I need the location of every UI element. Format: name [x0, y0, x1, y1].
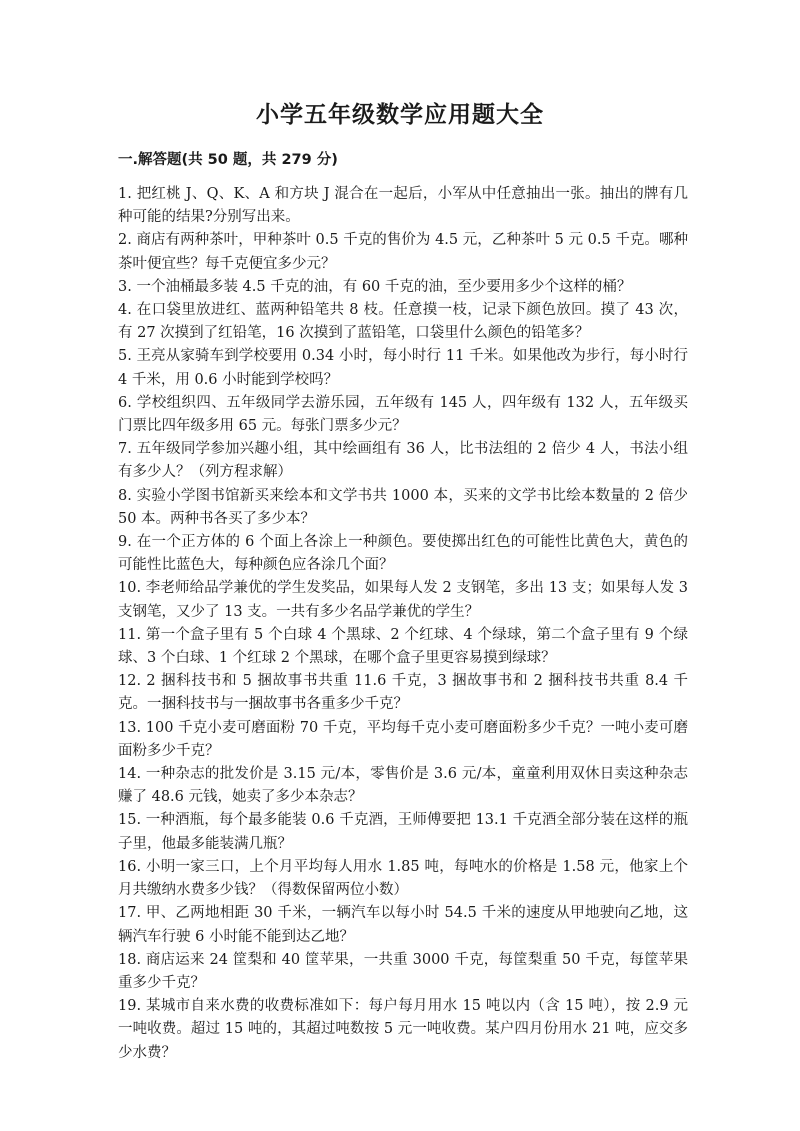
question-item: 19. 某城市自来水费的收费标准如下：每户每月用水 15 吨以内（含 15 吨），按 2.9 元一吨收费。超过 15 吨的，其超过吨数按 5 元一吨收费。某户四月份用水 21 吨，应交多少水费？ [118, 998, 688, 1061]
question-item: 4. 在口袋里放进红、蓝两种铅笔共 8 枝。任意摸一枝，记录下颜色放回。摸了 43 次，有 27 次摸到了红铅笔，16 次摸到了蓝铅笔，口袋里什么颜色的铅笔多？ [118, 302, 688, 342]
question-item: 2. 商店有两种茶叶，甲种茶叶 0.5 千克的售价为 4.5 元，乙种茶叶 5 元 0.5 千克。哪种茶叶便宜些？每千克便宜多少元？ [118, 232, 688, 272]
question-item: 7. 五年级同学参加兴趣小组，其中绘画组有 36 人，比书法组的 2 倍少 4 人，书法小组有多少人？（列方程求解） [118, 441, 688, 481]
question-item: 8. 实验小学图书馆新买来绘本和文学书共 1000 本，买来的文学书比绘本数量的 2 倍少 50 本。两种书各买了多少本？ [118, 487, 688, 527]
question-item: 1. 把红桃 J、Q、K、A 和方块 J 混合在一起后，小军从中任意抽出一张。抽出的牌有几种可能的结果?分别写出来。 [118, 186, 688, 226]
question-item: 13. 100 千克小麦可磨面粉 70 千克，平均每千克小麦可磨面粉多少千克？一吨小麦可磨面粉多少千克？ [118, 719, 688, 759]
question-item: 12. 2 捆科技书和 5 捆故事书共重 11.6 千克，3 捆故事书和 2 捆科技书共重 8.4 千克。一捆科技书与一捆故事书各重多少千克？ [118, 673, 688, 713]
question-item: 5. 王亮从家骑车到学校要用 0.34 小时，每小时行 11 千米。如果他改为步行，每小时行 4 千米，用 0.6 小时能到学校吗？ [118, 348, 688, 388]
question-item: 11. 第一个盒子里有 5 个白球 4 个黑球、2 个红球、4 个绿球，第二个盒子里有 9 个绿球、3 个白球、1 个红球 2 个黑球，在哪个盒子里更容易摸到绿球？ [118, 626, 688, 667]
question-item: 15. 一种酒瓶，每个最多能装 0.6 千克酒，王师傅要把 13.1 千克酒全部分装在这样的瓶子里，他最多能装满几瓶？ [118, 812, 688, 852]
question-item: 18. 商店运来 24 筐梨和 40 筐苹果，一共重 3000 千克，每筐梨重 50 千克，每筐苹果重多少千克？ [118, 951, 688, 991]
section-heading: 一.解答题(共 50 题，共 279 分) [118, 152, 338, 168]
question-item: 3. 一个油桶最多装 4.5 千克的油，有 60 千克的油，至少要用多少个这样的桶？ [118, 278, 632, 295]
question-item: 14. 一种杂志的批发价是 3.15 元/本，零售价是 3.6 元/本，童童利用双休日卖这种杂志赚了 48.6 元钱，她卖了多少本杂志？ [118, 766, 688, 806]
document-title: 小学五年级数学应用题大全 [256, 102, 544, 128]
question-list [118, 183, 688, 1065]
question-item: 17. 甲、乙两地相距 30 千米，一辆汽车以每小时 54.5 千米的速度从甲地驶向乙地，这辆汽车行驶 6 小时能不能到达乙地？ [118, 905, 688, 945]
question-item: 10. 李老师给品学兼优的学生发奖品，如果每人发 2 支钢笔，多出 13 支；如果每人发 3 支钢笔，又少了 13 支。一共有多少名品学兼优的学生？ [118, 580, 688, 620]
question-item: 6. 学校组织四、五年级同学去游乐园，五年级有 145 人，四年级有 132 人，五年级买门票比四年级多用 65 元。每张门票多少元？ [118, 394, 688, 435]
question-item: 9. 在一个正方体的 6 个面上各涂上一种颜色。要使掷出红色的可能性比黄色大，黄色的可能性比蓝色大，每种颜色应各涂几个面？ [118, 534, 688, 574]
question-item: 16. 小明一家三口，上个月平均每人用水 1.85 吨，每吨水的价格是 1.58 元，他家上个月共缴纳水费多少钱？（得数保留两位小数） [118, 858, 688, 899]
